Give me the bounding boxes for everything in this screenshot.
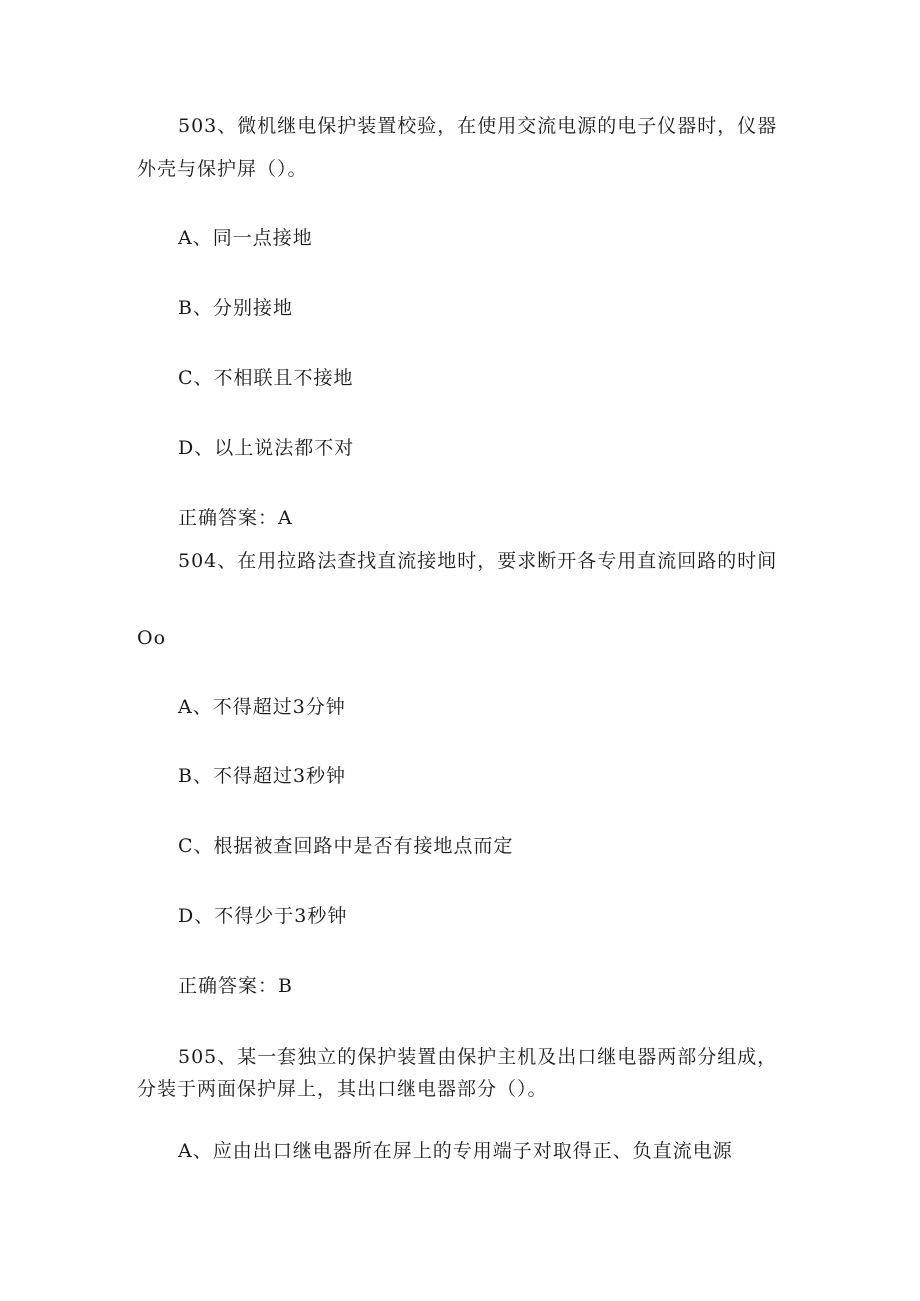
question-504-option-b: B、不得超过3秒钟 [178, 765, 347, 787]
question-503-stem-line2: 外壳与保护屏（）。 [137, 158, 308, 180]
question-503-option-b: B、分别接地 [178, 297, 293, 319]
question-503-answer: 正确答案：A [178, 507, 293, 529]
question-504-stem-line1: 504、在用拉路法查找直流接地时，要求断开各专用直流回路的时间 [178, 550, 778, 572]
question-503-option-c: C、不相联且不接地 [178, 367, 354, 389]
question-504-option-c: C、根据被查回路中是否有接地点而定 [178, 835, 514, 857]
question-505-option-a: A、应由出口继电器所在屏上的专用端子对取得正、负直流电源 [178, 1140, 733, 1162]
question-503-stem-line1: 503、微机继电保护装置校验，在使用交流电源的电子仪器时，仪器 [178, 115, 778, 137]
question-505-stem-line2: 分装于两面保护屏上，其出口继电器部分（）。 [137, 1078, 548, 1100]
question-504-answer: 正确答案：B [178, 975, 293, 997]
question-504-stem-line2: Oo [137, 627, 167, 649]
question-503-option-a: A、同一点接地 [178, 227, 313, 249]
question-504-option-d: D、不得少于3秒钟 [178, 905, 348, 927]
question-505-stem-line1: 505、某一套独立的保护装置由保护主机及出口继电器两部分组成， [178, 1046, 778, 1068]
question-504-option-a: A、不得超过3分钟 [178, 696, 346, 718]
question-503-option-d: D、以上说法都不对 [178, 437, 355, 459]
